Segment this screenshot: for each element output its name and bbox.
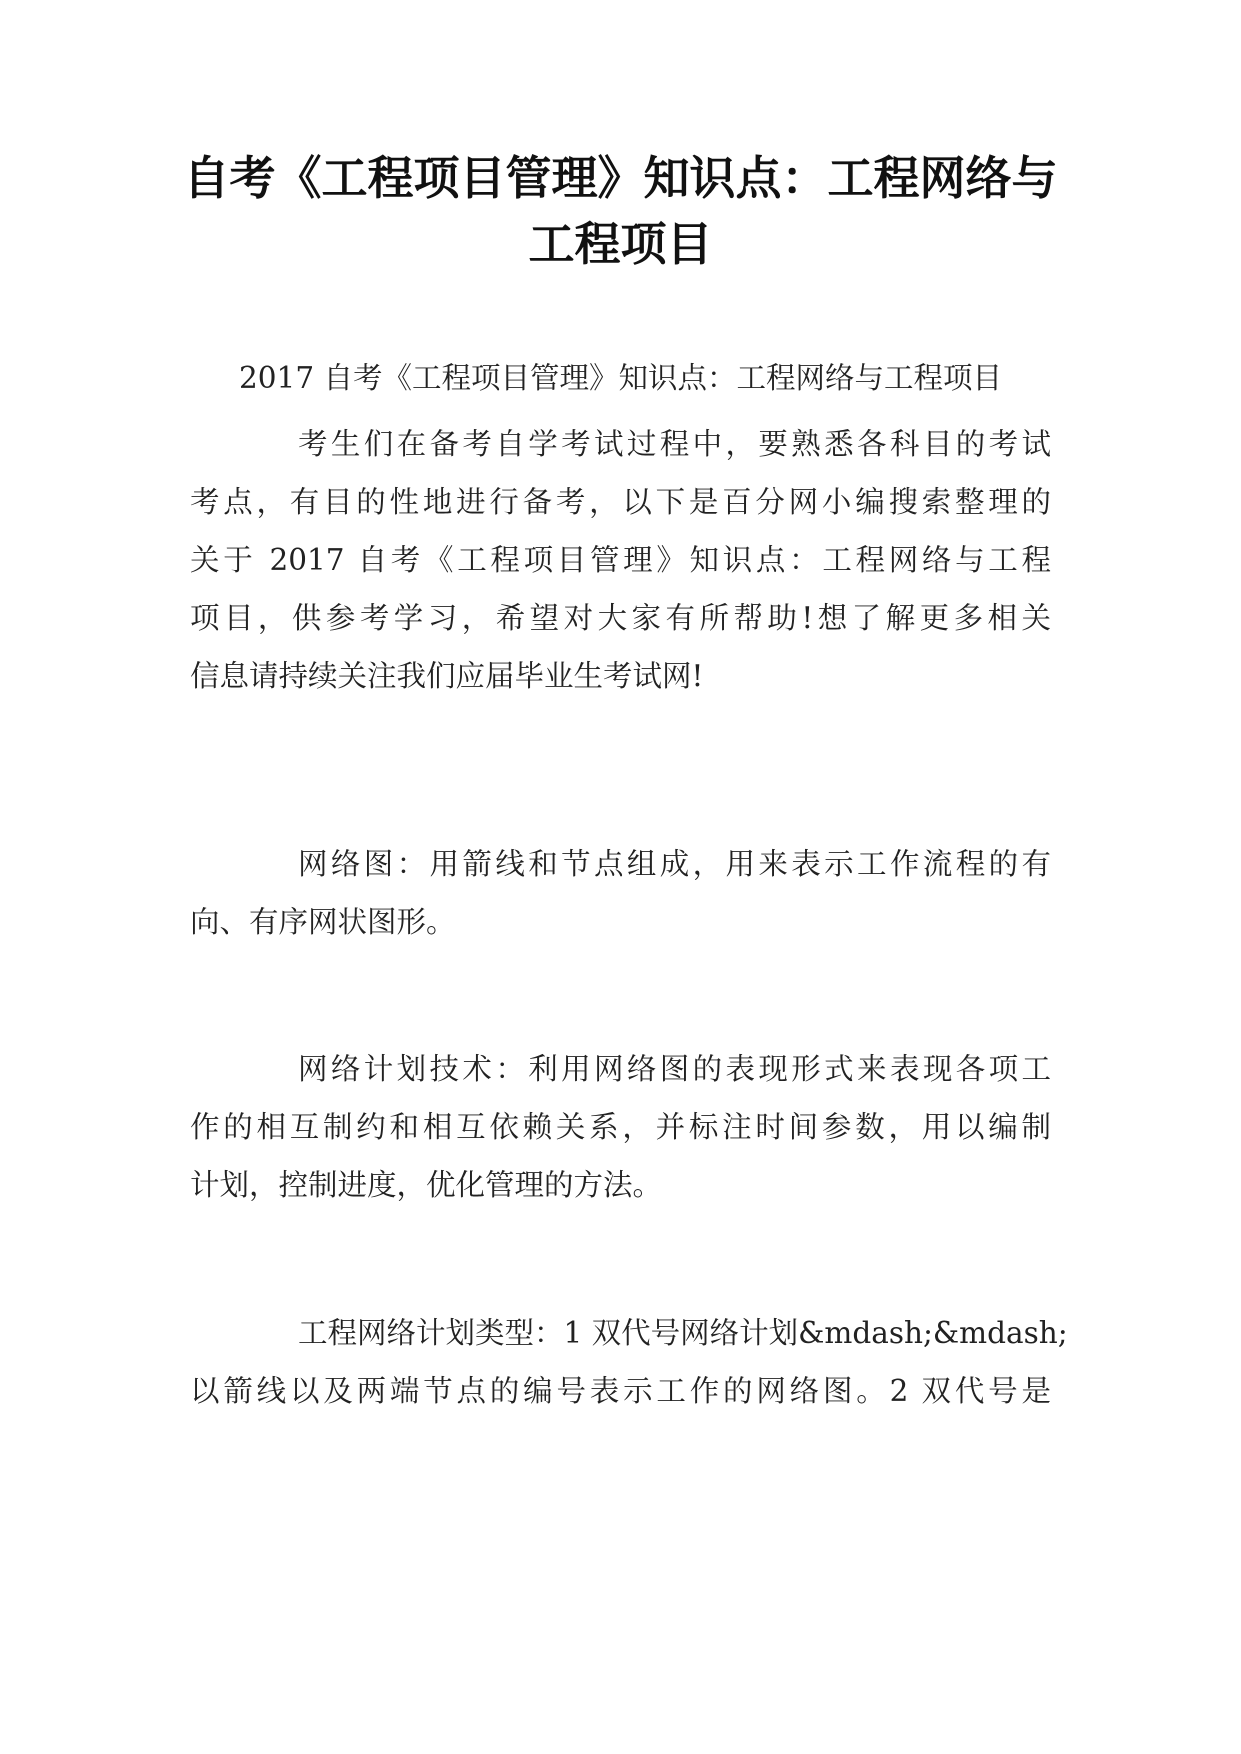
paragraph-line: 工程网络计划类型：1 双代号网络计划&mdash;&mdash;: [298, 1316, 1068, 1350]
network-planning-paragraph: [190, 1040, 1051, 1214]
paragraph-line: 以箭线以及两端节点的编号表示工作的网络图。2 双代号是: [190, 1374, 1051, 1408]
document-subtitle: 2017 自考《工程项目管理》知识点：工程网络与工程项目: [239, 361, 1002, 395]
network-diagram-paragraph: [190, 835, 1051, 951]
document-title: [150, 145, 1091, 277]
title-line-2: 工程项目: [528, 217, 713, 271]
paragraph-line: 网络计划技术：利用网络图的表现形式来表现各项工: [298, 1052, 1051, 1086]
paragraph-line: 关于 2017 自考《工程项目管理》知识点：工程网络与工程: [190, 543, 1051, 577]
paragraph-line: 项目，供参考学习，希望对大家有所帮助!想了解更多相关: [190, 601, 1051, 635]
paragraph-line: 网络图：用箭线和节点组成，用来表示工作流程的有: [298, 847, 1051, 881]
paragraph-line: 信息请持续关注我们应届毕业生考试网!: [190, 659, 704, 693]
paragraph-line: 向、有序网状图形。: [190, 905, 456, 939]
intro-paragraph: [190, 415, 1051, 705]
paragraph-line: 计划，控制进度，优化管理的方法。: [190, 1168, 663, 1202]
paragraph-line: 考生们在备考自学考试过程中，要熟悉各科目的考试: [298, 427, 1051, 461]
title-line-1: 自考《工程项目管理》知识点：工程网络与: [183, 151, 1058, 205]
paragraph-line: 作的相互制约和相互依赖关系，并标注时间参数，用以编制: [190, 1110, 1051, 1144]
network-plan-types-paragraph: [190, 1304, 1068, 1420]
paragraph-line: 考点，有目的性地进行备考，以下是百分网小编搜索整理的: [190, 485, 1051, 519]
